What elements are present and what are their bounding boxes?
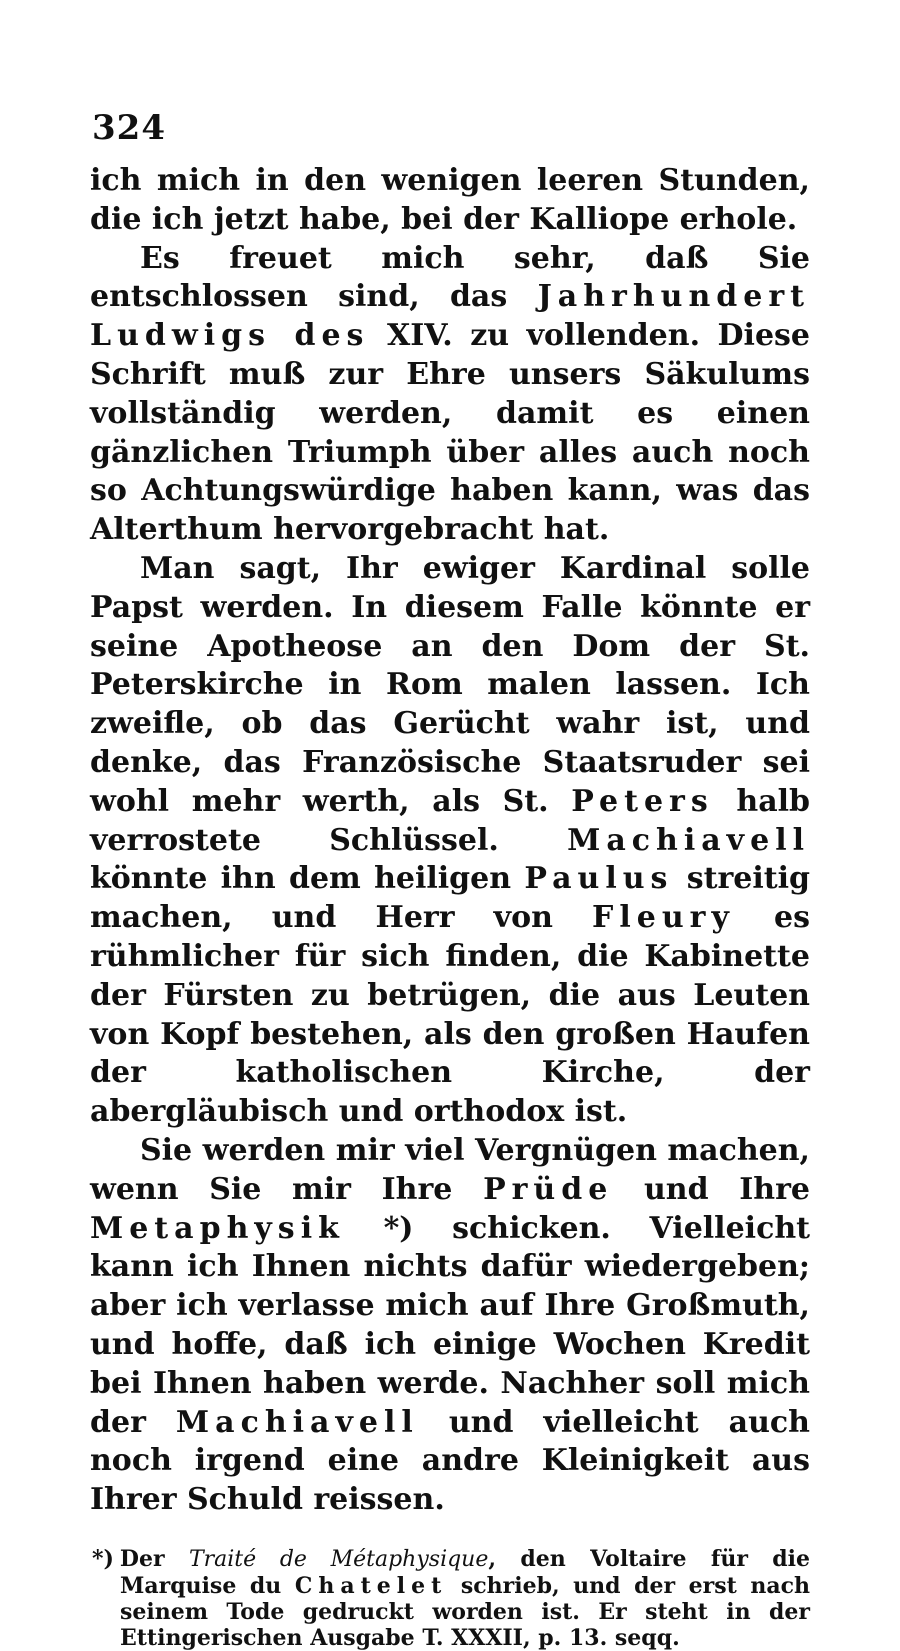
spaced-text-run: Peters (571, 783, 714, 819)
text-run: könnte ihn dem heiligen (90, 861, 525, 897)
text-run: streitig machen, und Herr von (90, 861, 810, 936)
spaced-text-run: Chatelet (294, 1572, 448, 1599)
footnote (92, 1545, 811, 1651)
paragraph (90, 1132, 810, 1520)
paragraph (90, 550, 810, 1132)
text-run: schrieb, und der erst nach seinem Tode gedruckt worden ist. Er steht in der Ettingerischen Ausgabe T. XXXII, p. 13. seqq. (120, 1572, 811, 1651)
text-run: ich mich in den wenigen leeren Stunden, die ich jetzt habe, bei der Kalliope erhole. (90, 163, 810, 237)
text-run: , den Voltaire für die Marquise du (120, 1545, 810, 1599)
text-run: halb verrostete Schlüssel. (90, 783, 811, 858)
text-run: XIV. zu vollenden. Diese Schrift muß zur Ehre unsers Säkulums vollständig werden, damit es einen gänzlichen Triumph über alles auch noch so Achtungswürdige haben kann, was das Alterthum hervorgebracht hat. (90, 318, 811, 548)
spaced-text-run: Fleury (592, 900, 735, 936)
spaced-text-run: Jahrhundert Ludwigs des (90, 279, 810, 354)
text-run: Der (119, 1545, 189, 1572)
italic-text-run: Traité de Métaphysique (188, 1546, 489, 1572)
text-run: es rühmlicher für sich finden, die Kabinette der Fürsten zu betrügen, die aus Leuten von Kopf bestehen, als den großen Haufen der katholischen Kirche, der abergläubisch und orthodox ist. (90, 900, 811, 1130)
spaced-text-run: Machiavell (175, 1404, 419, 1440)
paragraph (90, 240, 810, 550)
page-number: 324 (92, 108, 166, 148)
spaced-text-run: Prüde (483, 1171, 614, 1207)
text-run: *) schicken. Vielleicht kann ich Ihnen nichts dafür wiedergeben; aber ich verlasse mich auf Ihre Großmuth, und hoffe, daß ich einige Wochen Kredit bei Ihnen haben werde. Nachher soll mich der (90, 1210, 810, 1440)
spaced-text-run: Paulus (524, 861, 674, 897)
spaced-text-run: Metaphysik (90, 1210, 345, 1246)
footnote-text (120, 1546, 810, 1651)
text-run: und vielleicht auch noch irgend eine andre Kleinigkeit aus Ihrer Schuld reissen. (90, 1404, 810, 1518)
text-run: Sie werden mir viel Vergnügen machen, wenn Sie mir Ihre (90, 1132, 810, 1207)
paragraph (90, 162, 810, 240)
spaced-text-run: Machiavell (567, 822, 810, 858)
text-run: Es freuet mich sehr, daß Sie entschlossen sind, das (90, 240, 810, 315)
main-text (90, 162, 810, 1520)
text-run: Man sagt, Ihr ewiger Kardinal solle Papst werden. In diesem Falle könnte er seine Apotheose an den Dom der St. Peterskirche in Rom malen lassen. Ich zweifle, ob das Gerücht wahr ist, und denke, das Französische Staatsruder sei wohl mehr werth, als St. (90, 550, 810, 819)
footnote-marker: *) (92, 1545, 114, 1572)
text-run: und Ihre (613, 1171, 810, 1207)
